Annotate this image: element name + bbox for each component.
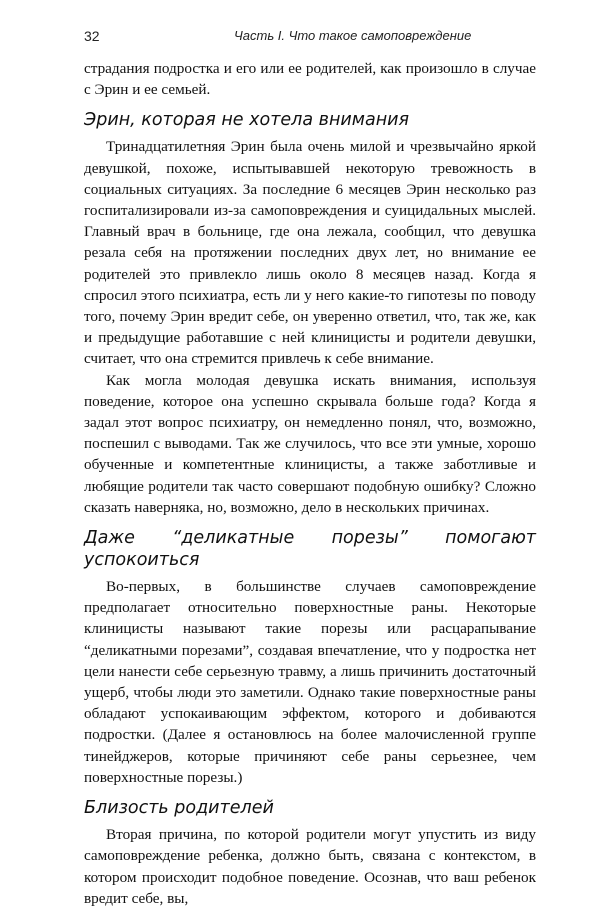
section-heading-parents-closeness: Близость родителей [84,798,274,819]
paragraph: Вторая причина, по которой родители могут упустить из виду самоповреждение ребенка, должно быть, связана с контекстом, в котором происходит подобное поведение. Осознав, что ваш ребенок вредит себе, вы, [84,826,536,907]
page-number: 32 [84,28,100,44]
running-title: Часть I. Что такое самоповреждение [234,28,472,43]
section-heading-erin: Эрин, которая не хотела внимания [84,110,410,131]
paragraph: Во-первых, в большинстве случаев самоповреждение предполагает относительно поверхностные раны. Некоторые клиницисты называют такие порезы или расцарапывание “деликатными порезами”, создавая впечатление, что у подростка нет цели нанести себе серьезную травму, а лишь причинить достаточный ущерб, чтобы люди это заметили. Однако такие поверхностные раны обладают успокаивающим эффектом, которого и добиваются подростки. (Далее я остановлюсь на более малочисленной группе тинейджеров, которые причиняют себе раны серьезнее, чем поверхностные порезы.) [84,578,536,786]
paragraph-continued: страдания подростка и его или ее родителей, как произошло в случае с Эрин и ее семьей. [84,60,536,99]
page-content [84,58,536,909]
section-heading-gentle-cuts: Даже “деликатные порезы” помогают успокоиться [84,528,536,571]
paragraph: Тринадцатилетняя Эрин была очень милой и чрезвычайно яркой девушкой, похоже, испытывавшей некоторую тревожность в социальных ситуациях. За последние 6 месяцев Эрин несколько раз госпитализировали из-за самоповреждения и суицидальных мыслей. Главный врач в больнице, где она лежала, сообщил, что девушка резала себя на протяжении последних двух лет, но внимание ее родителей это привлекло лишь около 8 месяцев назад. Когда я спросил этого психиатра, есть ли у него какие-то гипотезы по поводу того, почему Эрин вредит себе, он уверенно ответил, что, так же, как и предыдущие работавшие с ней клиницисты и родители девушки, считает, что она стремится привлечь к себе внимание. [84,138,536,368]
running-head [84,28,536,48]
paragraph: Как могла молодая девушка искать внимания, используя поведение, которое она успешно скрывала больше года? Когда я задал этот вопрос психиатру, он немедленно понял, что, возможно, поспешил с выводами. Так же случилось, что все эти умные, хорошо обученные и компетентные клиницисты, а также заботливые и любящие родители так часто совершают подобную ошибку? Сложно сказать наверняка, но, возможно, дело в нескольких причинах. [84,371,536,516]
